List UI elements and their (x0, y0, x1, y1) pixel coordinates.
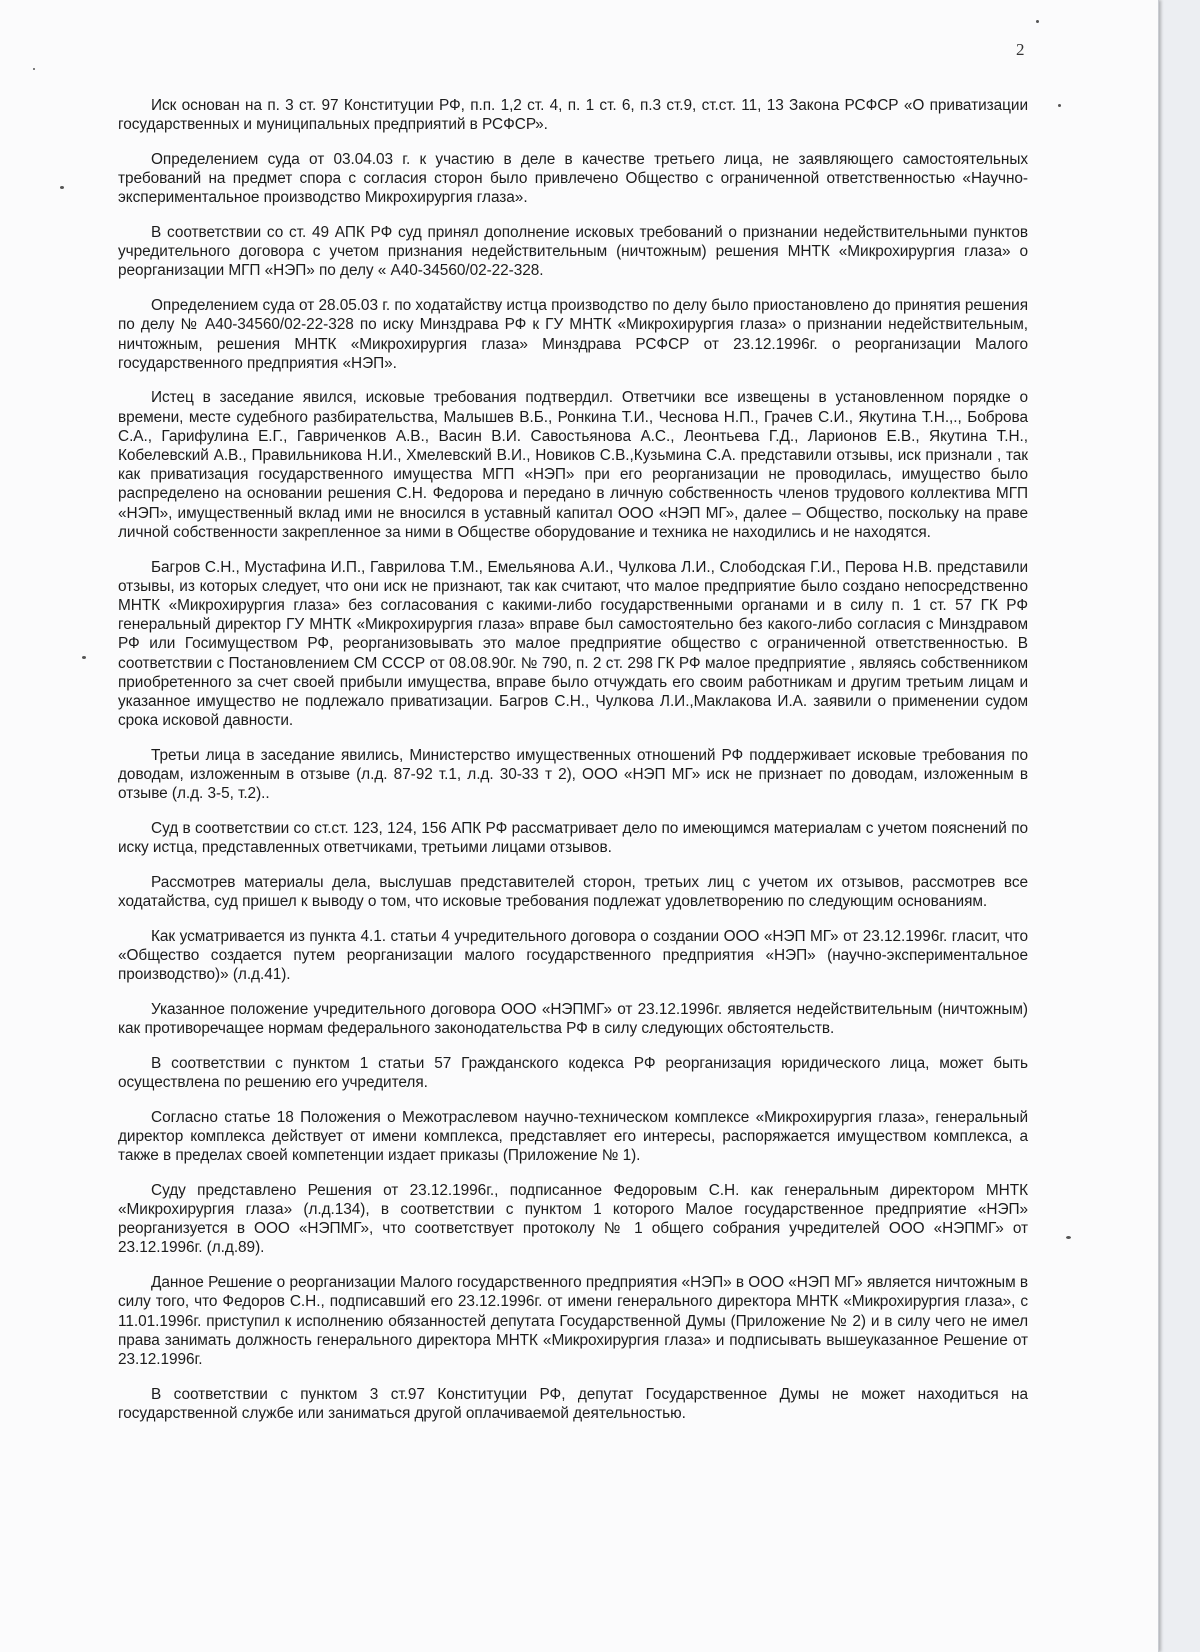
paragraph: Третьи лица в заседание явились, Министерство имущественных отношений РФ поддерживает исковые требования по доводам, изложенным в отзыве (л.д. 87-92 т.1, л.д. 30-33 т 2), ООО «НЭП МГ» иск не признает по доводам, изложенным в отзыве (л.д. 3-5, т.2).. (118, 746, 1028, 803)
paragraph: Определением суда от 28.05.03 г. по ходатайству истца производство по делу было приостановлено до принятия решения по делу № А40-34560/02-22-328 по иску Минздрава РФ к ГУ МНТК «Микрохирургия глаза» о признании недействительным, ничтожным, решения МНТК «Микрохирургия глаза» Минздрава РСФСР от 23.12.1996г. о реорганизации Малого государственного предприятия «НЭП». (118, 297, 1028, 372)
scan-speck (60, 186, 64, 189)
paragraph: Согласно статье 18 Положения о Межотраслевом научно-техническом комплексе «Микрохирургия глаза», генеральный директор комплекса действует от имени комплекса, представляет его интересы, распоряжается имуществом комплекса, а также в пределах своей компетенции издает приказы (Приложение № 1). (118, 1108, 1028, 1165)
paragraph: Суду представлено Решения от 23.12.1996г., подписанное Федоровым С.Н. как генеральным директором МНТК «Микрохирургия глаза» (л.д.134), в соответствии с пунктом 1 которого Малое государственное предприятие «НЭП» реорганизуется в ООО «НЭПМГ», что соответствует протоколу № 1 общего собрания учредителей ООО «НЭПМГ» от 23.12.1996г. (л.д.89). (118, 1181, 1028, 1257)
scan-speck (1036, 20, 1039, 23)
paragraph: Багров С.Н., Мустафина И.П., Гаврилова Т.М., Емельянова А.И., Чулкова Л.И., Слободская Г.И., Перова Н.В. представили отзывы, из которых следует, что они иск не признают, так как считают, что малое предприятие было создано непосредственно МНТК «Микрохирургия глаза» без согласования с какими-либо государственными органами и в силу п. 1 ст. 57 ГК РФ генеральный директор ГУ МНТК «Микрохирургия глаза» вправе был самостоятельно без какого-либо согласия с Минздравом РФ или Госимуществом РФ, реорганизовывать это малое предприятие общество с ограниченной ответственностью. В соответствии с Постановлением СМ СССР от 08.08.90г. № 790, п. 2 ст. 298 ГК РФ малое предприятие , являясь собственником приобретенного за счет своей прибыли имущества, вправе было отчуждать его своим работникам и другим третьим лицам и указанное имущество не подлежало приватизации. Багров С.Н., Чулкова Л.И.,Маклакова И.А. заявили о применении судом срока исковой давности. (118, 558, 1028, 730)
paragraph: Иск основан на п. 3 ст. 97 Конституции РФ, п.п. 1,2 ст. 4, п. 1 ст. 6, п.3 ст.9, ст.ст. 11, 13 Закона РСФСР «О приватизации государственных и муниципальных предприятий в РСФСР». (118, 97, 1028, 134)
scan-speck (1066, 1236, 1071, 1239)
scan-speck (33, 68, 35, 70)
paragraph: Как усматривается из пункта 4.1. статьи 4 учредительного договора о создании ООО «НЭП МГ» от 23.12.1996г. гласит, что «Общество создается путем реорганизации малого государственного предприятия «НЭП» (научно-экспериментальное производство)» (л.д.41). (118, 927, 1028, 984)
scan-speck (82, 656, 86, 659)
paragraph: Данное Решение о реорганизации Малого государственного предприятия «НЭП» в ООО «НЭП МГ» является ничтожным в силу того, что Федоров С.Н., подписавший его 23.12.1996г. от имени генерального директора МНТК «Микрохирургия глаза», с 11.01.1996г. приступил к исполнению обязанностей депутата Государственной Думы (Приложение № 2) и в силу чего не имел права занимать должность генерального директора МНТК «Микрохирургия глаза» и подписывать вышеуказанное Решение от 23.12.1996г. (118, 1274, 1028, 1368)
paragraph: Указанное положение учредительного договора ООО «НЭПМГ» от 23.12.1996г. является недействительным (ничтожным) как противоречащее нормам федерального законодательства РФ в силу следующих обстоятельств. (118, 1000, 1028, 1038)
paragraph: Суд в соответствии со ст.ст. 123, 124, 156 АПК РФ рассматривает дело по имеющимся материалам с учетом пояснений по иску истца, представленных ответчиками, третьими лицами отзывов. (118, 820, 1028, 857)
paragraph: В соответствии со ст. 49 АПК РФ суд принял дополнение исковых требований о признании недействительными пунктов учредительного договора с учетом признания недействительным (ничтожным) решения МНТК «Микрохирургия глаза» о реорганизации МГП «НЭП» по делу « А40-34560/02-22-328. (118, 224, 1028, 280)
paragraph: Истец в заседание явился, исковые требования подтвердил. Ответчики все извещены в установленном порядке о времени, месте судебного разбирательства, Малышев В.Б., Ронкина Т.И., Чеснова Н.П., Грачев С.И., Якутина Т.Н.,., Боброва С.А., Гарифулина Е.Г., Гавриченков А.В., Васин В.И. Савостьянова А.С., Леонтьева Г.Д., Ларионов Е.В., Якутина Т.Н., Кобелевский А.В., Правильникова Н.И., Хмелевский В.И., Новиков С.В.,Кузьмина С.А. представили отзывы, иск признали , так как приватизация государственного имущества МГП «НЭП» при его реорганизации не проводилась, имущество было распределено на основании решения С.Н. Федорова и передано в личную собственность членов трудового коллектива МГП «НЭП», имущественный вклад ими не вносился в уставный капитал ООО «НЭП МГ», далее – Общество, поскольку на праве личной собственности закрепленное за ними в Обществе оборудование и техника не находились и не находятся. (118, 389, 1028, 541)
page-number: 2 (1016, 40, 1025, 59)
document-body (118, 96, 1028, 1439)
paragraph: В соответствии с пунктом 1 статьи 57 Гражданского кодекса РФ реорганизация юридического лица, может быть осуществлена по решению его учредителя. (118, 1054, 1028, 1092)
scan-speck (1058, 104, 1061, 107)
paragraph: Рассмотрев материалы дела, выслушав представителей сторон, третьих лиц с учетом их отзывов, рассмотрев все ходатайства, суд пришел к выводу о том, что исковые требования подлежат удовлетворению по следующим основаниям. (118, 873, 1028, 911)
paragraph: В соответствии с пунктом 3 ст.97 Конституции РФ, депутат Государственное Думы не может находиться на государственной службе или заниматься другой оплачиваемой деятельностью. (118, 1385, 1028, 1422)
paragraph: Определением суда от 03.04.03 г. к участию в деле в качестве третьего лица, не заявляющего самостоятельных требований на предмет спора с согласия сторон было привлечено Общество с ограниченной ответственностью «Научно-экспериментальное производство Микрохирургия глаза». (118, 150, 1028, 207)
